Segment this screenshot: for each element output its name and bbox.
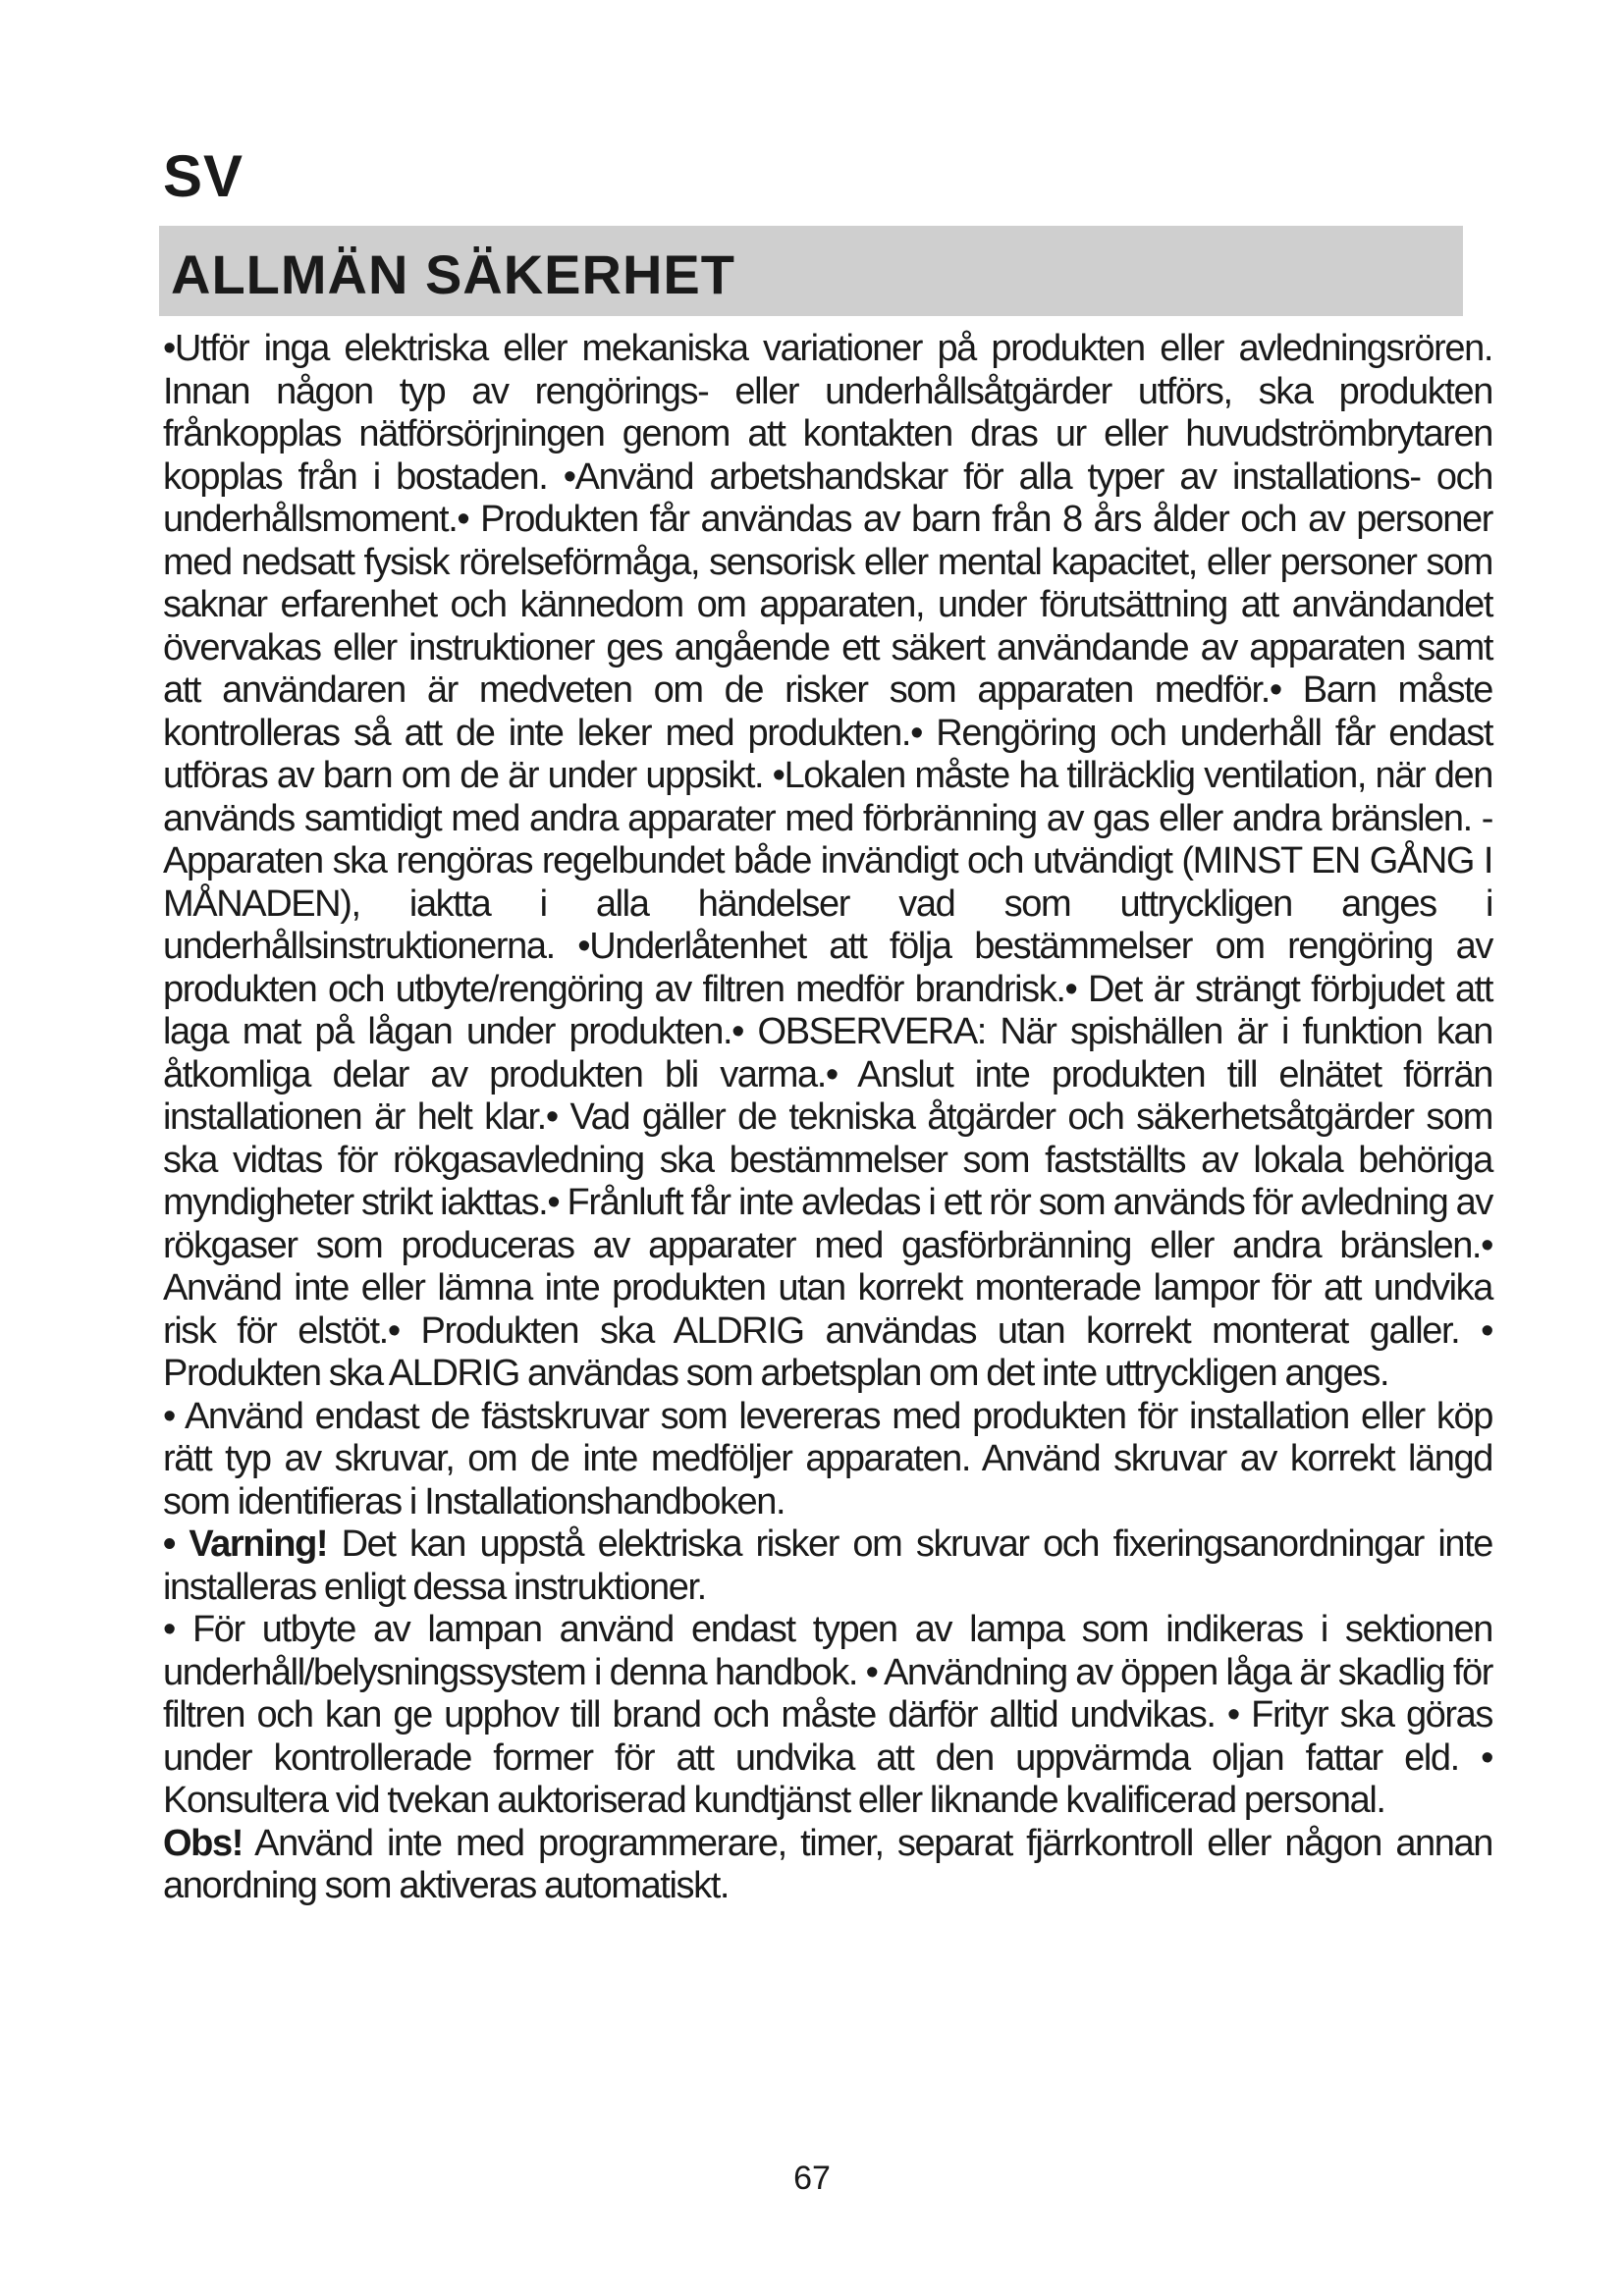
- warning-text: Det kan uppstå elektriska risker om skruvar och fixeringsanordningar inte installeras enligt dessa instruktioner.: [163, 1523, 1492, 1608]
- safety-text-body: [163, 328, 1492, 1908]
- safety-paragraph-warning: [163, 1523, 1492, 1609]
- language-code: SV: [163, 143, 244, 209]
- note-text: Använd inte med programmerare, timer, separat fjärrkontroll eller någon annan anordning som aktiveras automatiskt.: [163, 1822, 1492, 1906]
- safety-paragraph-general: •Utför inga elektriska eller mekaniska variationer på produkten eller avledningsrören. Innan någon typ av rengörings- eller underhållsåtgärder utförs, ska produkten frånkopplas nätförsörjningen genom att kontakten dras ur eller huvudströmbrytaren kopplas från i bostaden. •Använd arbetshandskar för alla typer av installations- och underhållsmoment.• Produkten får användas av barn från 8 års ålder och av personer med nedsatt fysisk rörelseförmåga, sensorisk eller mental kapacitet, eller personer som saknar erfarenhet och kännedom om apparaten, under förutsättning att användandet övervakas eller instruktioner ges angående ett säkert användande av apparaten samt att användaren är medveten om de risker som apparaten medför.• Barn måste kontrolleras så att de inte leker med produkten.• Rengöring och underhåll får endast utföras av barn om de är under uppsikt. •Lokalen måste ha tillräcklig ventilation, när den används samtidigt med andra apparater med förbränning av gas eller andra bränslen. - Apparaten ska rengöras regelbundet både invändigt och utvändigt (MINST EN GÅNG I MÅNADEN), iaktta i alla händelser vad som uttryckligen anges i underhållsinstruktionerna. •Underlåtenhet att följa bestämmelser om rengöring av produkten och utbyte/rengöring av filtren medför brandrisk.• Det är strängt förbjudet att laga mat på lågan under produkten.• OBSERVERA: När spishällen är i funktion kan åtkomliga delar av produkten bli varma.• Anslut inte produkten till elnätet förrän installationen är helt klar.• Vad gäller de tekniska åtgärder och säkerhetsåtgärder som ska vidtas för rökgasavledning ska bestämmelser som fastställts av lokala behöriga myndigheter strikt iakttas.• Frånluft får inte avledas i ett rör som används för avledning av rökgaser som produceras av apparater med gasförbränning eller andra bränslen.• Använd inte eller lämna inte produkten utan korrekt monterade lampor för att undvika risk för elstöt.• Produkten ska ALDRIG användas utan korrekt monterat galler. • Produkten ska ALDRIG användas som arbetsplan om det inte uttryckligen anges.: [163, 328, 1492, 1394]
- warning-label: • Varning!: [163, 1523, 328, 1565]
- safety-paragraph-screws: • Använd endast de fästskruvar som levereras med produkten för installation eller köp rätt typ av skruvar, om de inte medföljer apparaten. Använd skruvar av korrekt längd som identifieras i Installationshandboken.: [163, 1395, 1492, 1522]
- note-label: Obs!: [163, 1822, 243, 1864]
- section-title: ALLMÄN SÄKERHET: [171, 243, 735, 305]
- safety-paragraph-lamp-and-fire: • För utbyte av lampan använd endast typen av lampa som indikeras i sektionen underhåll/belysningssystem i denna handbok. • Användning av öppen låga är skadlig för filtren och kan ge upphov till brand och måste därför alltid undvikas. • Frityr ska göras under kontrollerade former för att undvika att den uppvärmda oljan fattar eld. • Konsultera vid tvekan auktoriserad kundtjänst eller liknande kvalificerad personal.: [163, 1609, 1492, 1821]
- section-header-bar: [159, 226, 1463, 316]
- page-number: 67: [793, 2160, 831, 2197]
- safety-paragraph-note: [163, 1823, 1492, 1908]
